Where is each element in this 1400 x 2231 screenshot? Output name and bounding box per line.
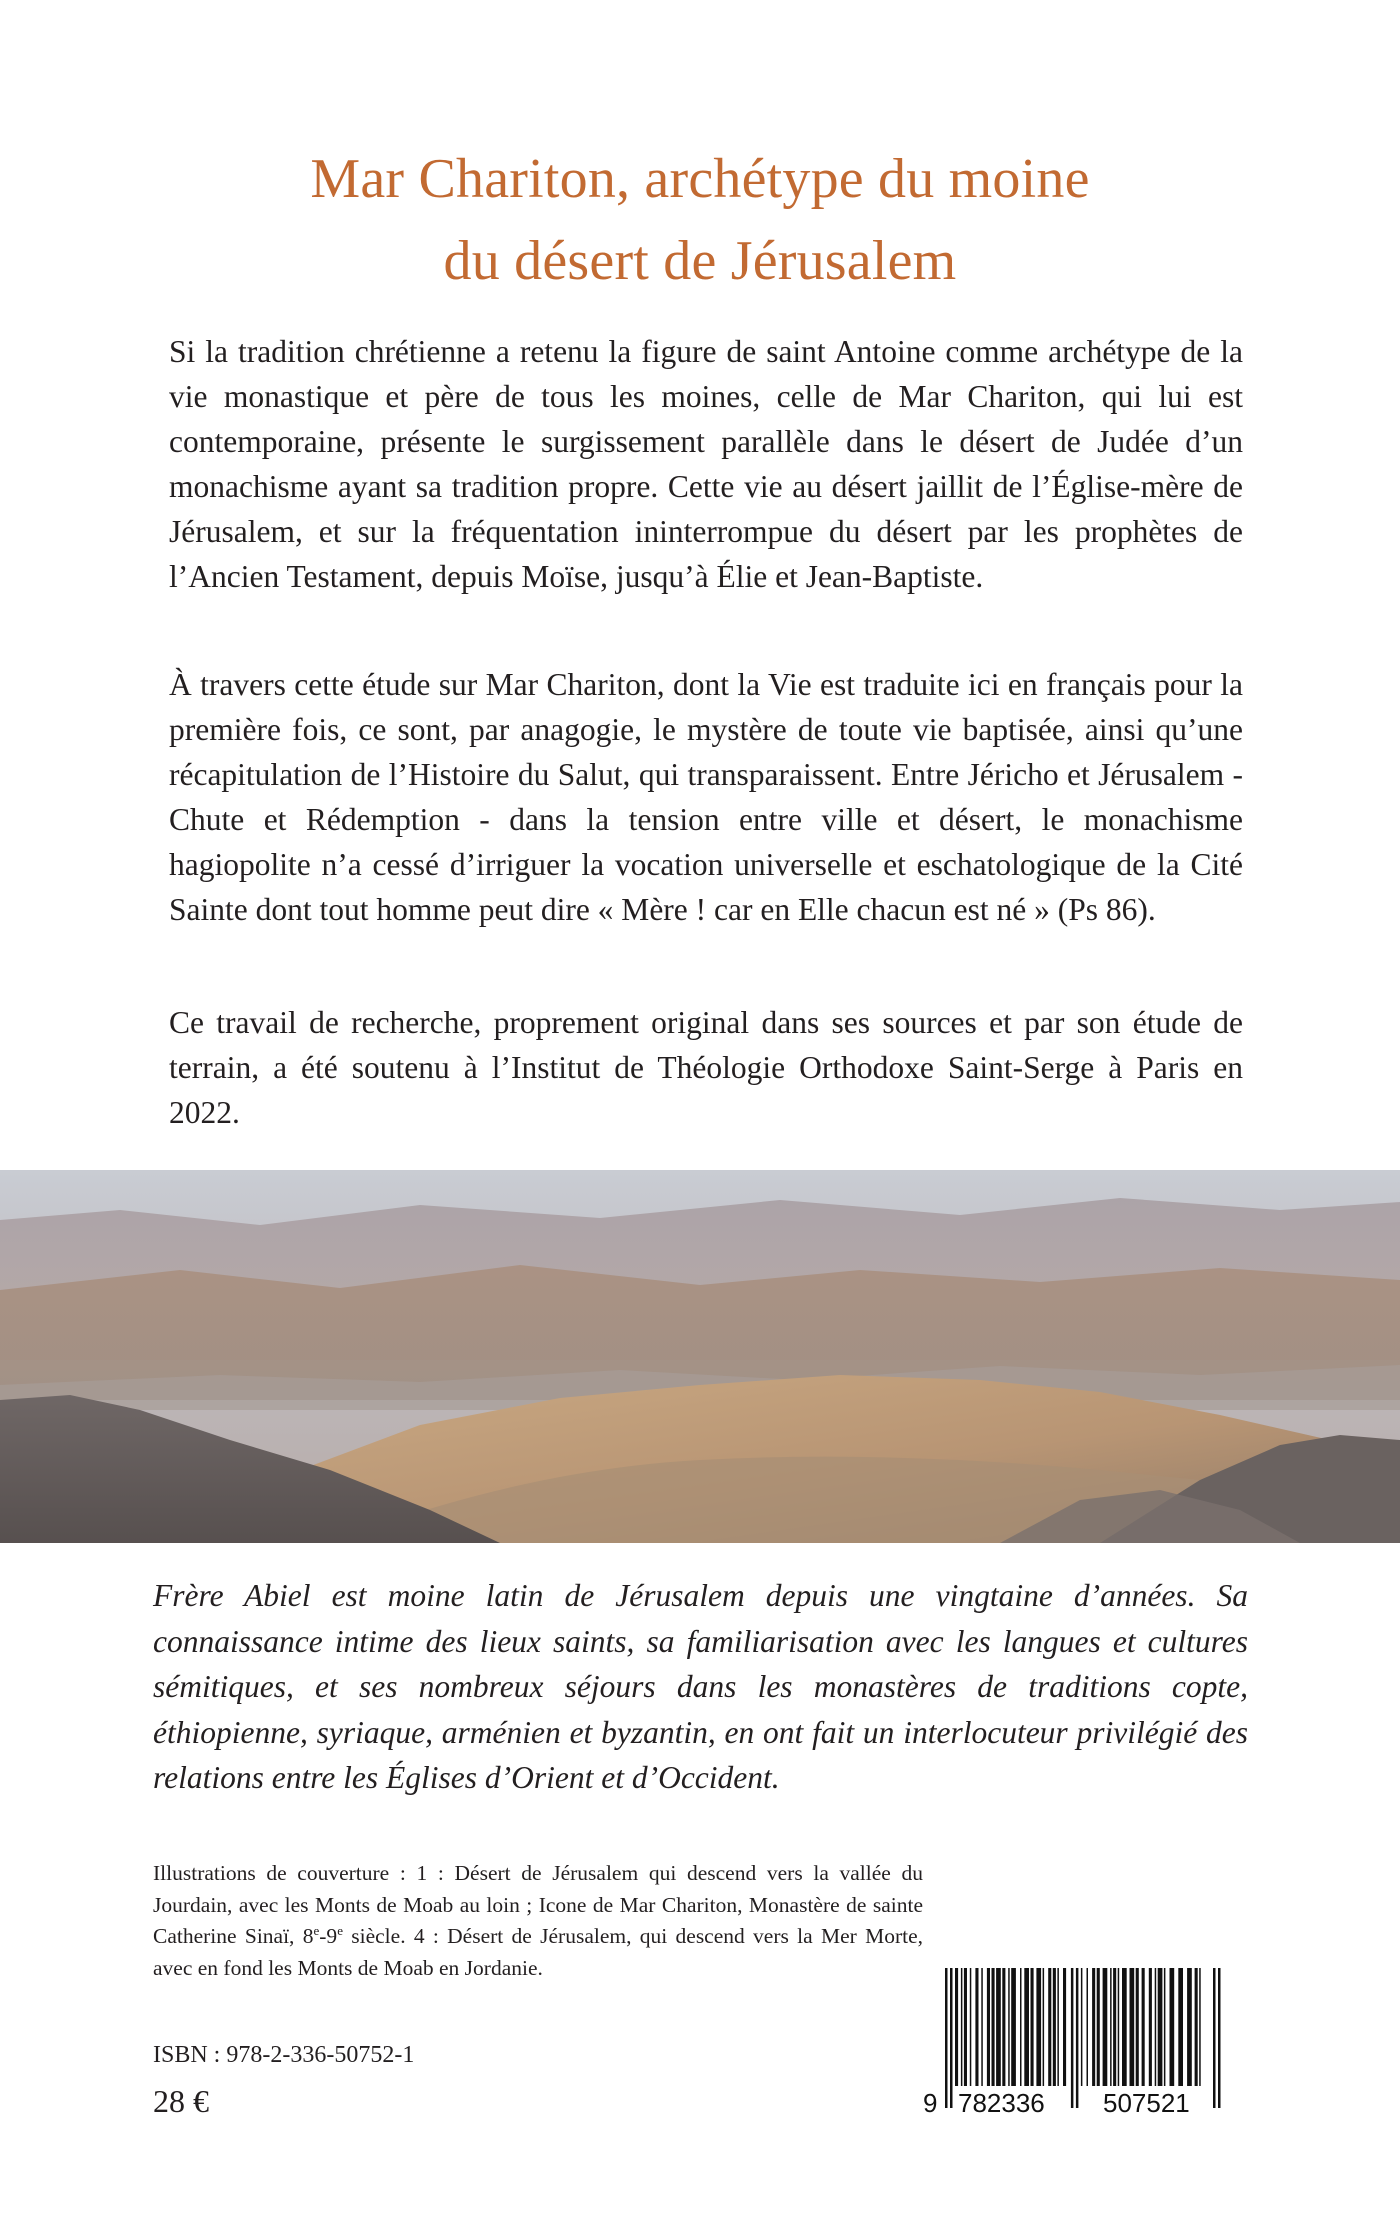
- barcode-bar: [987, 1968, 990, 2086]
- barcode-bar: [1122, 1968, 1127, 2086]
- barcode-bar: [1097, 1968, 1100, 2086]
- barcode-bar: [1043, 1968, 1045, 2086]
- barcode-bar: [1002, 1968, 1005, 2086]
- barcode-bar: [1071, 1968, 1074, 2108]
- barcode-bar: [945, 1968, 948, 2108]
- barcode-bar: [1218, 1968, 1221, 2108]
- barcode-bar: [1036, 1968, 1041, 2086]
- barcode-bar: [1103, 1968, 1108, 2086]
- description-paragraph-2: À travers cette étude sur Mar Chariton, dont la Vie est traduite ici en français pour la première fois, ce sont, par anagogie, le mystère de toute vie baptisée, ainsi qu’une récapitulation de l’Histoire du Salut, qui transparaissent. Entre Jéricho et Jérusalem - Chute et Rédemption - dans la tension entre ville et désert, le monachisme hagiopolite n’a cessé d’irriguer la vocation universelle et eschatologique de la Cité Sainte dont tout homme peut dire « Mère ! car en Elle chacun est né » (Ps 86).: [169, 667, 1243, 927]
- barcode-bar: [996, 1968, 1001, 2086]
- barcode-bar: [975, 1968, 978, 2086]
- credits-text-2: -9: [319, 1924, 338, 1948]
- barcode-bar: [1057, 1968, 1059, 2086]
- book-title-line-2: du désert de Jérusalem: [443, 230, 957, 292]
- author-biography: Frère Abiel est moine latin de Jérusalem depuis une vingtaine d’années. Sa connaissance intime des lieux saints, sa familiarisation avec les langues et cultures sémitiques, et ses nombreux séjours dans les monastères de traditions copte, éthiopienne, syriaque, arménien et byzantin, en ont fait un interlocuteur privilégié des relations entre les Églises d’Orient et d’Occident.: [153, 1578, 1248, 1795]
- barcode-digit-group-1: 782336: [958, 2088, 1045, 2118]
- barcode-bar: [964, 1968, 967, 2086]
- barcode-bar: [1087, 1968, 1089, 2086]
- barcode-bar: [992, 1968, 995, 2086]
- barcode-bar: [1199, 1968, 1201, 2086]
- barcode-bar: [961, 1968, 963, 2086]
- cover-illustration-credits: [153, 1858, 923, 1984]
- barcode-bar: [1110, 1968, 1112, 2086]
- book-title-line-1: Mar Chariton, archétype du moine: [310, 148, 1090, 210]
- barcode-bar: [1149, 1968, 1152, 2086]
- barcode-bar: [1081, 1968, 1083, 2086]
- barcode-bar: [1158, 1968, 1163, 2086]
- barcode-bar: [1011, 1968, 1016, 2086]
- barcode-bar: [1063, 1968, 1066, 2086]
- barcode-bar: [1048, 1968, 1051, 2086]
- barcode-digits: [923, 2088, 1243, 2120]
- credits-text-1: Illustrations de couverture : 1 : Désert de Jérusalem qui descend vers la vallée du Jourdain, avec les Monts de Moab au loin ; Icone de Mar Chariton, Monastère de sainte Catherine Sinaï, 8: [153, 1861, 923, 1948]
- isbn-number: ISBN : 978-2-336-50752-1: [153, 2042, 415, 2068]
- barcode-bar: [1195, 1968, 1198, 2086]
- barcode-bar: [1178, 1968, 1183, 2086]
- barcode-bar: [1076, 1968, 1079, 2108]
- barcode-bar: [970, 1968, 972, 2086]
- barcode-bar: [1008, 1968, 1010, 2086]
- description-paragraph-3: Ce travail de recherche, proprement original dans ses sources et par son étude de terrain, a été soutenu à l’Institut de Théologie Orthodoxe Saint-Serge à Paris en 2022.: [169, 1005, 1243, 1130]
- description-paragraph-1: Si la tradition chrétienne a retenu la figure de saint Antoine comme archétype de la vie monastique et père de tous les moines, celle de Mar Chariton, qui lui est contemporaine, présente le surgissement parallèle dans le désert de Judée d’un monachisme ayant sa tradition propre. Cette vie au désert jaillit de l’Église-mère de Jérusalem, et sur la fréquentation ininterrompue du désert par les prophètes de l’Ancien Testament, depuis Moïse, jusqu’à Élie et Jean-Baptiste.: [169, 334, 1243, 594]
- barcode-bar: [1092, 1968, 1095, 2086]
- barcode-bar: [1113, 1968, 1116, 2086]
- barcode-bar: [1053, 1968, 1056, 2086]
- credits-superscript-1: e: [313, 1922, 320, 1938]
- credits-superscript-2: e: [337, 1922, 343, 1938]
- barcode-bar: [1118, 1968, 1120, 2086]
- barcode-bar: [981, 1968, 983, 2086]
- barcode-bar: [1170, 1968, 1175, 2086]
- barcode-bar: [1155, 1968, 1157, 2086]
- price: 28 €: [153, 2083, 209, 2119]
- desert-landscape-photo: [0, 1170, 1400, 1543]
- barcode-bar: [1136, 1968, 1139, 2086]
- barcode-bar: [1142, 1968, 1145, 2086]
- barcode-bar: [1213, 1968, 1216, 2108]
- barcode-bar: [950, 1968, 953, 2108]
- barcode-bar: [1020, 1968, 1022, 2086]
- barcode-first-digit: 9: [923, 2088, 938, 2118]
- barcode-bar: [955, 1968, 958, 2086]
- barcode-bar: [1187, 1968, 1192, 2086]
- barcode-bar: [1024, 1968, 1029, 2086]
- book-title: [0, 138, 1400, 302]
- barcode-bar: [1031, 1968, 1034, 2086]
- barcode-digit-group-2: 507521: [1103, 2088, 1190, 2118]
- credits-text-3: siècle. 4 : Désert de Jérusalem, qui descend vers la Mer Morte, avec en fond les Monts de Moab en Jordanie.: [153, 1924, 923, 1980]
- barcode-bar: [1130, 1968, 1135, 2086]
- barcode-bar: [1164, 1968, 1166, 2086]
